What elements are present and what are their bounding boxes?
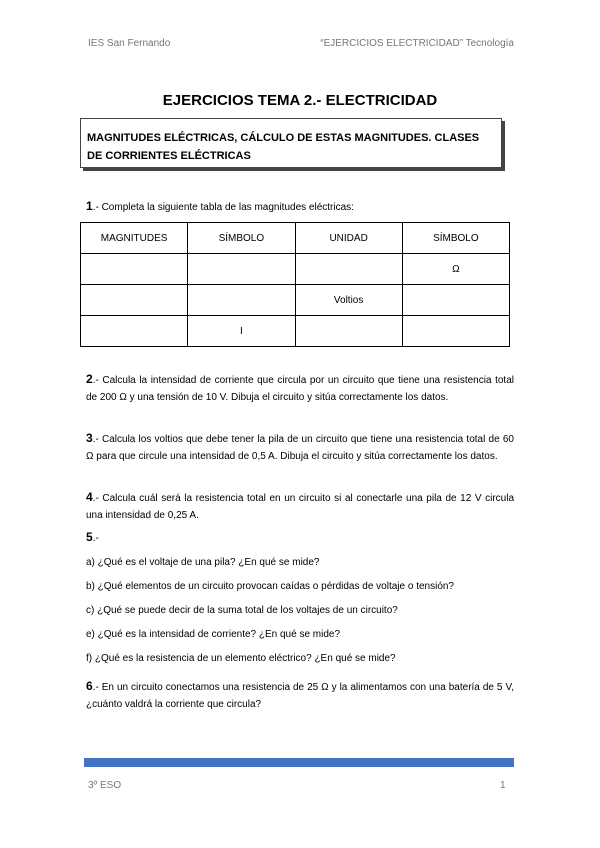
question-2 [86, 371, 514, 406]
page-title: EJERCICIOS TEMA 2.- ELECTRICIDAD [162, 92, 438, 109]
table-cell [295, 254, 402, 285]
table-header: SÍMBOLO [188, 223, 295, 254]
question-text: .- Completa la siguiente tabla de las magnitudes eléctricas: [92, 202, 354, 213]
question-text: .- Calcula los voltios que debe tener la pila de un circuito que tiene una resistencia total de 60 Ω para que circule una intensidad de 0,5 A. Dibuja el circuito y sitúa correctamente los datos. [86, 434, 514, 462]
question-number: 6 [86, 679, 93, 693]
section-title-line1: MAGNITUDES ELÉCTRICAS, CÁLCULO DE ESTAS MAGNITUDES. CLASES [87, 132, 480, 144]
question-5-item-c: c) ¿Qué se puede decir de la suma total de los voltajes de un circuito? [86, 605, 398, 616]
question-5-item-b: b) ¿Qué elementos de un circuito provocan caídas o pérdidas de voltaje o tensión? [86, 581, 454, 592]
question-text: .- [92, 533, 99, 544]
footer-bar [84, 758, 514, 767]
table-cell [295, 316, 402, 347]
question-6 [86, 678, 514, 713]
table-cell [81, 316, 188, 347]
question-number: 5 [86, 530, 93, 544]
table-cell [81, 254, 188, 285]
section-title-line2: DE CORRIENTES ELÉCTRICAS [87, 150, 251, 162]
question-5-item-f: f) ¿Qué es la resistencia de un elemento eléctrico? ¿En qué se mide? [86, 653, 396, 664]
table-row [81, 285, 510, 316]
question-number: 1 [86, 199, 93, 213]
footer-course: 3º ESO [88, 780, 122, 791]
question-3 [86, 430, 514, 465]
question-5-item-e: e) ¿Qué es la intensidad de corriente? ¿En qué se mide? [86, 629, 341, 640]
table-header: UNIDAD [295, 223, 402, 254]
table-row [81, 254, 510, 285]
table-cell: Ω [402, 254, 509, 285]
question-text: .- Calcula cuál será la resistencia total en un circuito si al conectarle una pila de 12 V circula una intensidad de 0,25 A. [86, 493, 514, 521]
question-number: 2 [86, 372, 93, 386]
page-number: 1 [500, 780, 506, 791]
table-cell [188, 285, 295, 316]
table-header: SÍMBOLO [402, 223, 509, 254]
header-right: “EJERCICIOS ELECTRICIDAD” Tecnología [320, 38, 514, 49]
question-4 [86, 489, 514, 524]
table-row [81, 316, 510, 347]
section-box [80, 118, 502, 168]
table-cell [81, 285, 188, 316]
question-5 [86, 529, 514, 547]
table-cell [402, 316, 509, 347]
table-cell [188, 254, 295, 285]
magnitudes-table [80, 222, 510, 347]
question-text: .- En un circuito conectamos una resistencia de 25 Ω y la alimentamos con una batería de 5 V, ¿cuánto valdrá la corriente que circula? [86, 682, 514, 710]
question-text: .- Calcula la intensidad de corriente que circula por un circuito que tiene una resistencia total de 200 Ω y una tensión de 10 V. Dibuja el circuito y sitúa correctamente los datos. [86, 375, 514, 403]
question-5-item-a: a) ¿Qué es el voltaje de una pila? ¿En qué se mide? [86, 557, 320, 568]
question-number: 4 [86, 490, 93, 504]
table-header: MAGNITUDES [81, 223, 188, 254]
table-cell [402, 285, 509, 316]
table-cell: I [188, 316, 295, 347]
table-header-row [81, 223, 510, 254]
question-1 [86, 198, 514, 216]
table-cell: Voltios [295, 285, 402, 316]
header-left: IES San Fernando [88, 38, 171, 49]
question-number: 3 [86, 431, 93, 445]
